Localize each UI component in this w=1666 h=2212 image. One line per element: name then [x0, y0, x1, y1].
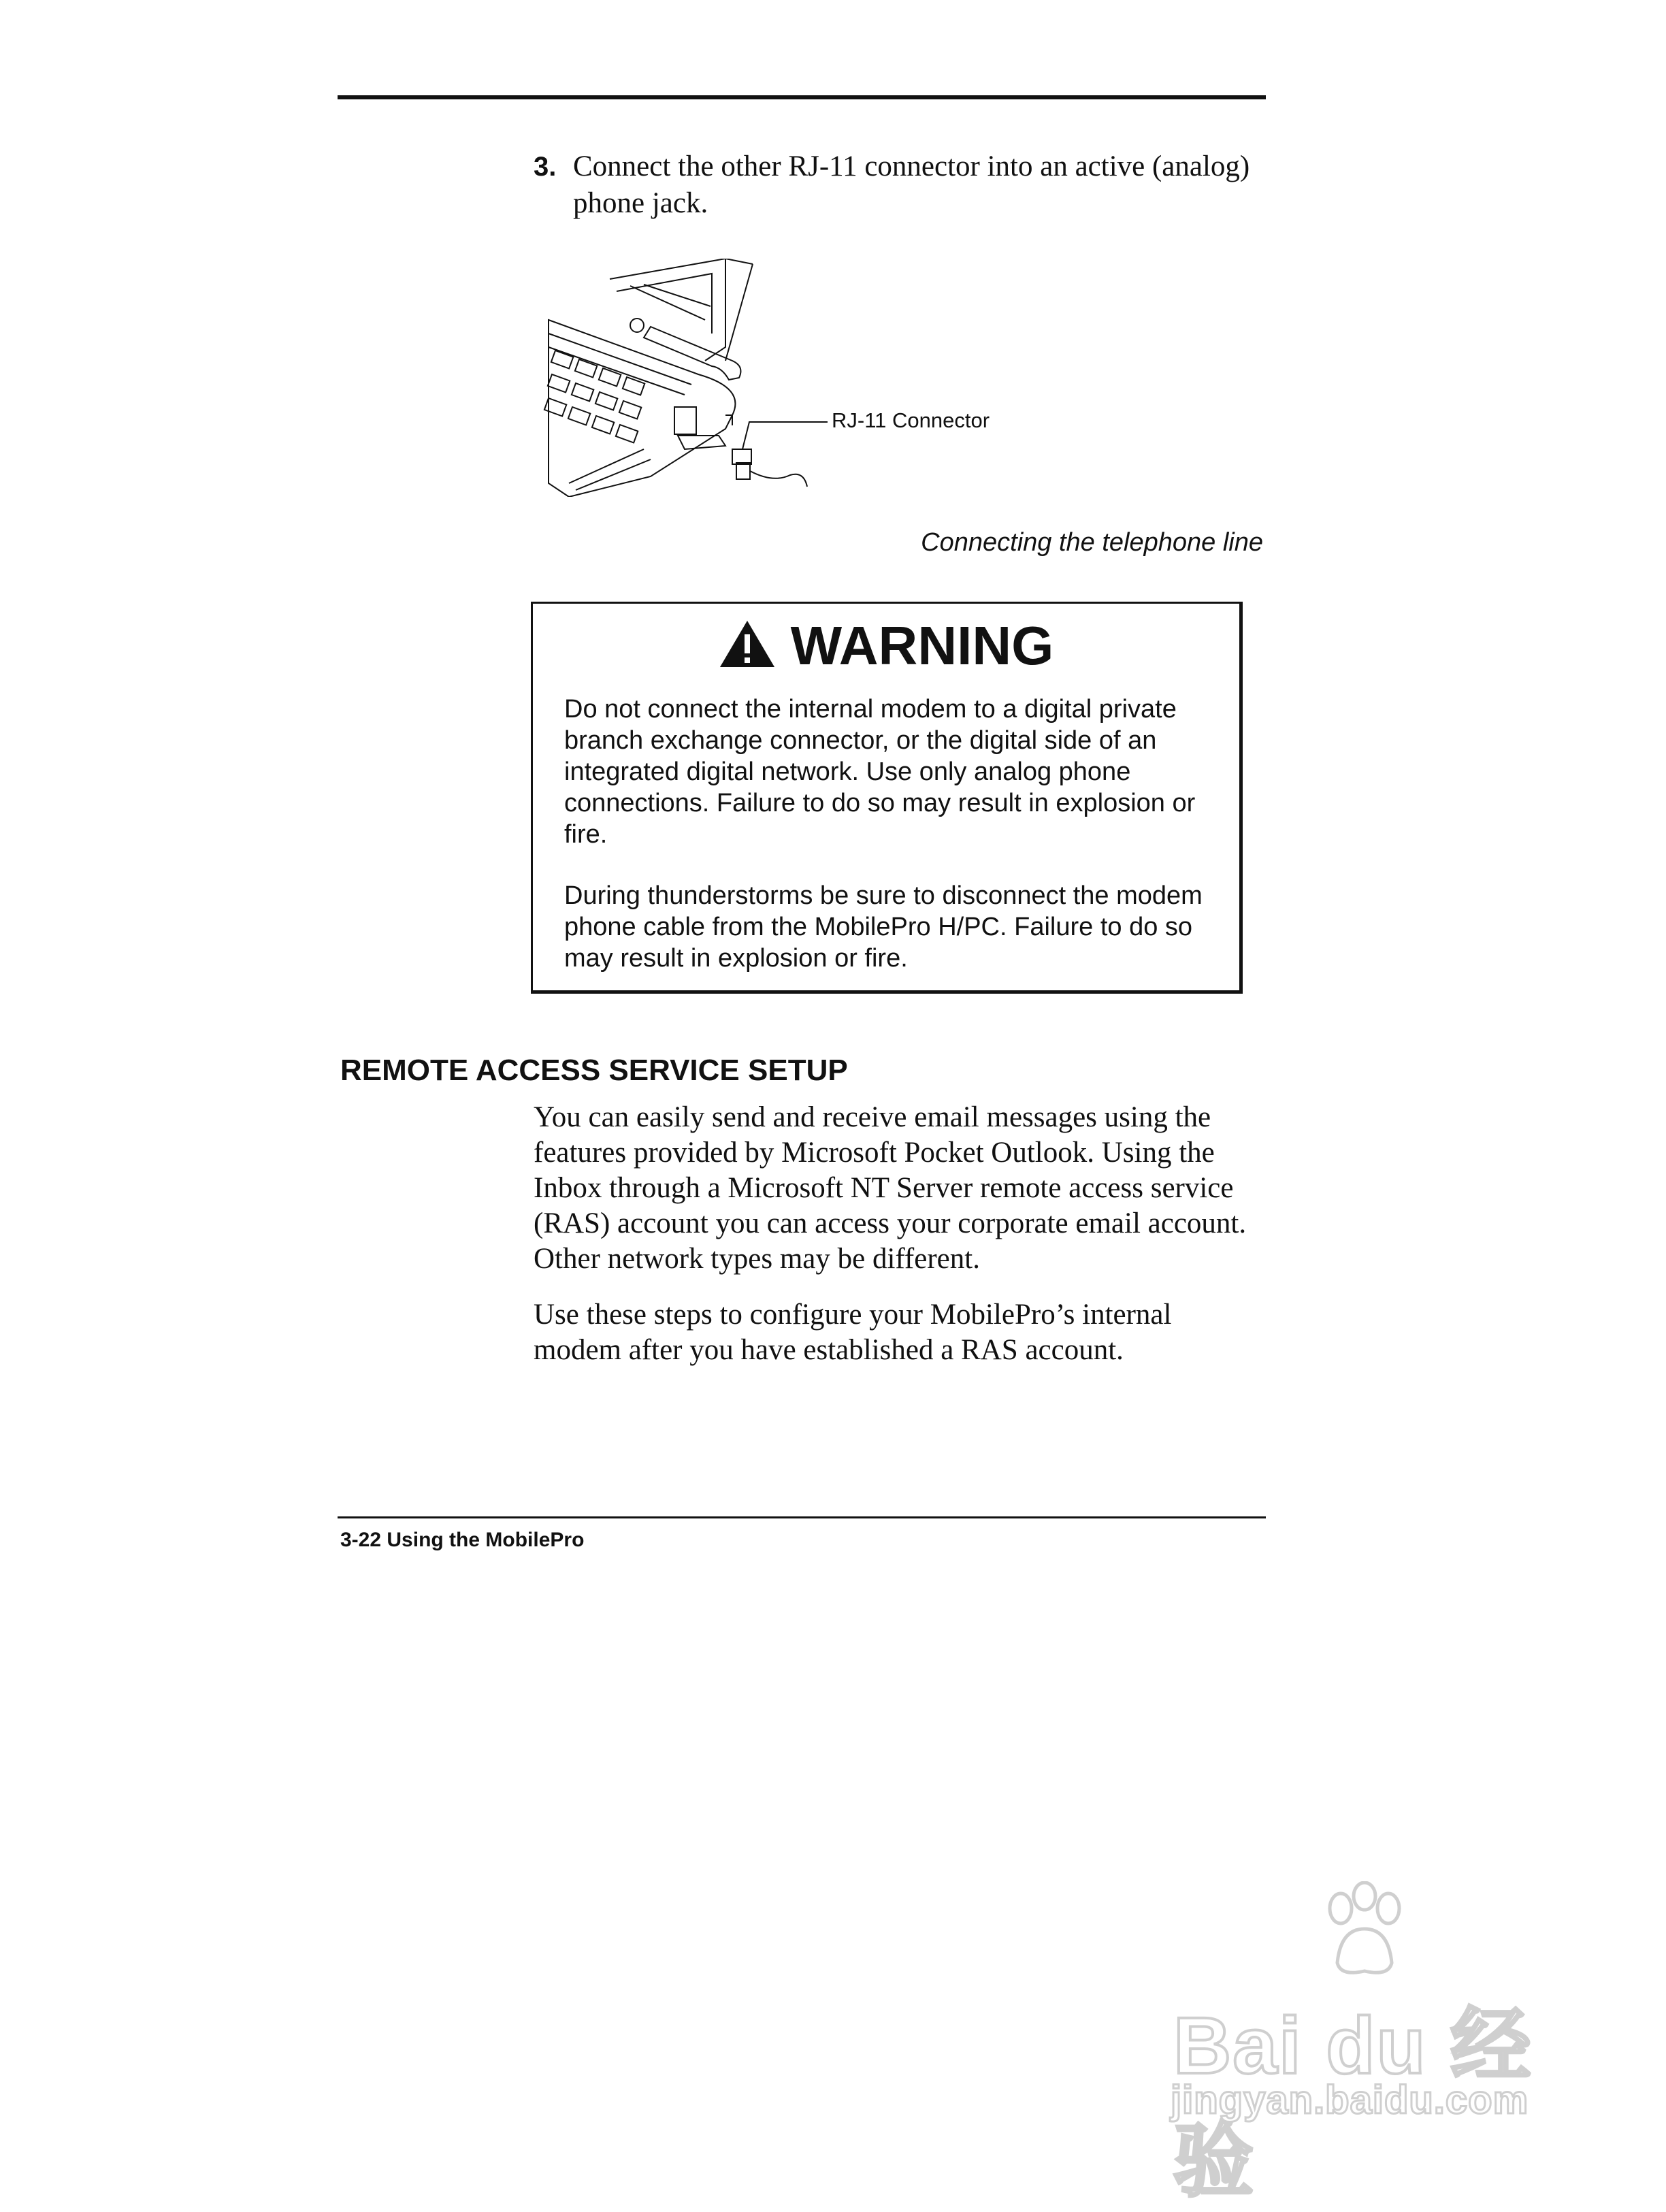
section-title: REMOTE ACCESS SERVICE SETUP: [340, 1054, 848, 1087]
telephone-line-illustration: [528, 259, 1018, 497]
warning-triangle-icon: [719, 619, 776, 668]
paw-icon: [1320, 1881, 1409, 1983]
warning-title: WARNING: [790, 615, 1054, 676]
bottom-rule: [338, 1516, 1266, 1518]
section-paragraph-2: Use these steps to configure your MobilePro’s internal modem after you have established a RAS account.: [534, 1299, 1172, 1366]
figure-caption: Connecting the telephone line: [921, 528, 1263, 557]
warning-paragraph-2: During thunderstorms be sure to disconnect the modem phone cable from the MobilePro H/PC. Failure to do so may result in explosion or fire.: [564, 881, 1203, 973]
baidu-watermark: [1157, 1878, 1565, 2207]
step-text: Connect the other RJ-11 connector into an active (analog) phone jack.: [573, 150, 1250, 219]
page-footer: 3-22 Using the MobilePro: [340, 1529, 585, 1551]
warning-paragraph-1: Do not connect the internal modem to a digital private branch exchange connector, or the digital side of an integrated digital network. Use only analog phone connections. Failure to do so may result in explosion or fire.: [564, 695, 1196, 849]
top-rule: [338, 95, 1266, 99]
rj11-callout-label: RJ-11 Connector: [832, 408, 990, 432]
step-3: [534, 148, 1269, 222]
warning-box: [531, 602, 1243, 994]
step-number: 3.: [534, 152, 557, 182]
section-paragraph-1: You can easily send and receive email messages using the features provided by Microsoft Pocket Outlook. Using the Inbox through a Microsoft NT Server remote access service (RAS) account you can access your corporate email account. Other network types may be different.: [534, 1101, 1247, 1275]
watermark-brand: Bai du 经验: [1173, 2001, 1533, 2207]
warning-heading: [533, 613, 1239, 679]
watermark-url: jingyan.baidu.com: [1171, 2078, 1529, 2122]
